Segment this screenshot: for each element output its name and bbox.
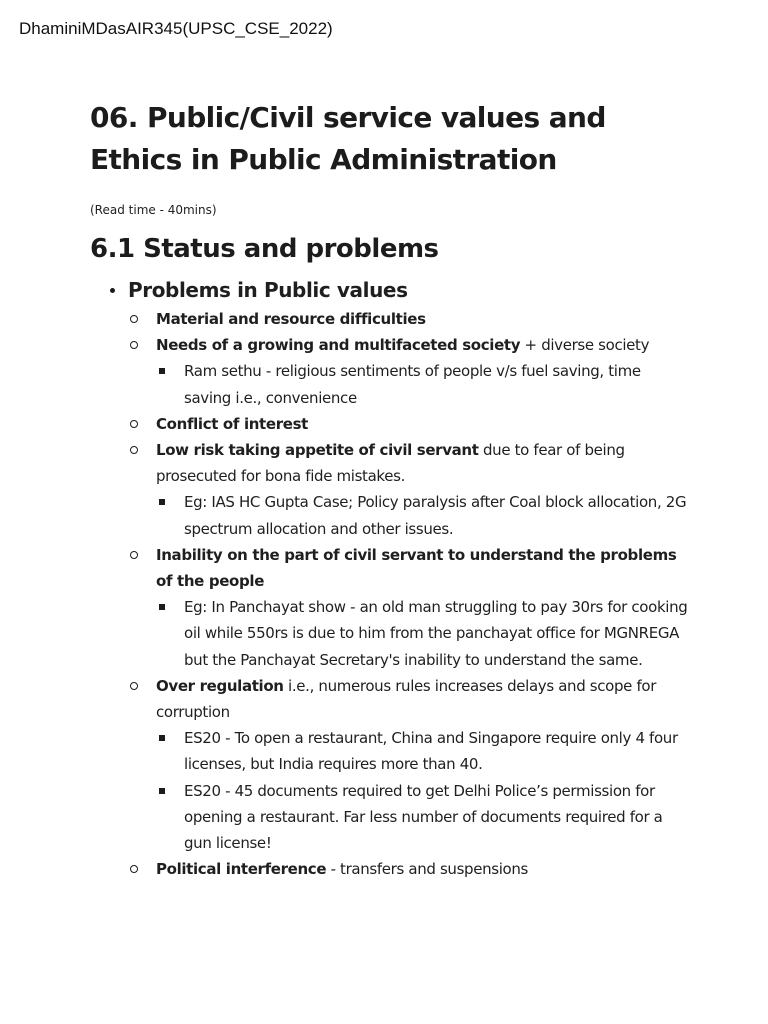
example-item: Eg: IAS HC Gupta Case; Policy paralysis after Coal block allocation, 2G spectrum allocation and other issues. [156,489,690,541]
problem-title: Needs of a growing and multifaceted society [156,336,521,355]
problem-detail: i.e., numerous rules increases delays and scope for corruption [156,676,657,722]
example-item: Eg: In Panchayat show - an old man struggling to pay 30rs for cooking oil while 550rs is due to him from the panchayat office for MGNREGA but the Panchayat Secretary's inability to understand the same. [156,594,690,673]
problem-title: Political interference [156,860,327,879]
problem-item [128,306,690,332]
example-item: Ram sethu - religious sentiments of people v/s fuel saving, time saving i.e., convenience [156,358,690,410]
problem-item [128,856,690,882]
problem-item [128,542,690,673]
document-watermark: DhaminiMDasAIR345(UPSC_CSE_2022) [19,19,333,38]
problem-detail: + diverse society [520,336,650,355]
example-item: ES20 - 45 documents required to get Delhi Police’s permission for opening a restaurant. Far less number of documents required for a gun license! [156,778,690,857]
problem-item [128,411,690,437]
document-page [90,97,690,882]
problem-item [128,673,690,856]
bullet-label: Problems in Public values [128,278,408,302]
problem-title: Conflict of interest [156,414,308,433]
problem-detail: - transfers and suspensions [326,860,528,879]
example-list [156,358,690,410]
section-heading: 6.1 Status and problems [90,234,439,264]
example-list [156,725,690,856]
problem-title: Material and resource difficulties [156,310,426,328]
page-title: 06. Public/Civil service values and Ethics in Public Administration [90,101,606,176]
problem-title: Low risk taking appetite of civil servant [156,441,479,460]
example-list [156,489,690,541]
problems-list [128,306,690,882]
problem-item [128,332,690,411]
example-item: ES20 - To open a restaurant, China and Singapore require only 4 four licenses, but India requires more than 40. [156,725,690,777]
bullet-list [90,274,690,882]
problem-title: Over regulation [156,676,284,695]
example-list [156,594,690,673]
bullet-problems-public-values [90,274,690,882]
read-time: (Read time - 40mins) [90,203,217,217]
problem-title: Inability on the part of civil servant to understand the problems of the people [156,545,677,591]
problem-detail: due to fear of being prosecuted for bona fide mistakes. [156,441,625,486]
problem-item [128,437,690,542]
